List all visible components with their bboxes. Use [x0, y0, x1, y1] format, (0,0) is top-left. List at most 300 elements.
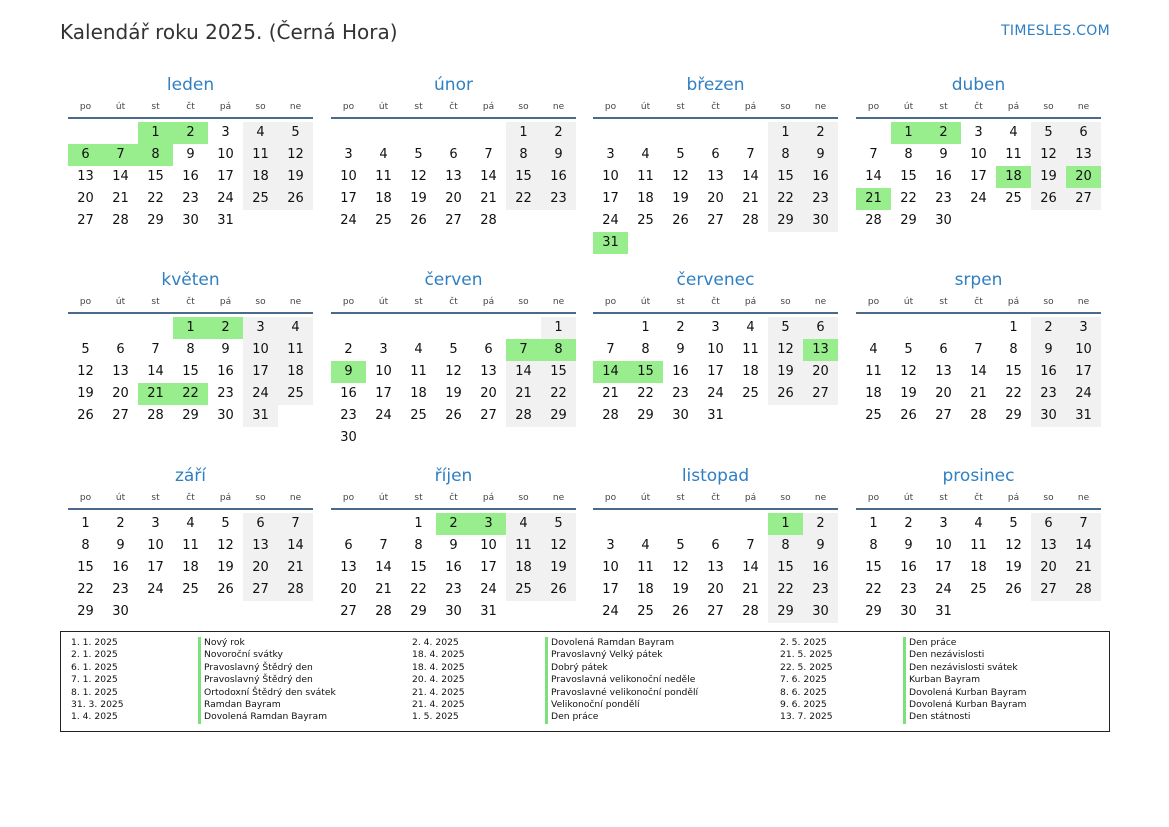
- day-cell: 8: [768, 535, 803, 557]
- day-cell: 11: [637, 560, 654, 575]
- legend-date: 21. 5. 2025: [780, 649, 833, 661]
- day-cell: 25: [243, 188, 278, 210]
- legend-holiday-name: Dovolená Ramdan Bayram: [198, 711, 336, 723]
- day-cell: 23: [1031, 383, 1066, 405]
- day-cell: 5: [414, 147, 423, 162]
- weekday-label: po: [342, 493, 355, 503]
- weekday-label: po: [79, 493, 92, 503]
- day-cell: 13: [1066, 144, 1101, 166]
- month-name: leden: [166, 75, 215, 95]
- day-cell: 19: [1005, 560, 1022, 575]
- empty-cell: [366, 317, 401, 339]
- day-cell: 30: [340, 430, 357, 445]
- day-cell: 26: [1005, 582, 1022, 597]
- day-cell: 19: [768, 361, 803, 383]
- weekday-label: ne: [289, 493, 302, 503]
- day-cell: 11: [742, 342, 759, 357]
- day-cell: 21: [602, 386, 619, 401]
- day-cell: 20: [707, 582, 724, 597]
- day-cell: 25: [506, 579, 541, 601]
- legend-date: 2. 5. 2025: [780, 637, 827, 648]
- legend-date: 21. 4. 2025: [412, 686, 465, 698]
- day-cell: 18: [996, 166, 1031, 188]
- empty-cell: [733, 122, 768, 144]
- day-cell: 12: [672, 169, 689, 184]
- day-cell: 24: [970, 191, 987, 206]
- empty-cell: [856, 317, 891, 339]
- day-cell: 28: [970, 408, 987, 423]
- day-cell: 28: [480, 213, 497, 228]
- weekday-label: po: [79, 102, 92, 112]
- weekday-label: út: [378, 493, 389, 503]
- day-cell: 23: [445, 582, 462, 597]
- day-cell: 24: [243, 383, 278, 405]
- weekday-label: so: [518, 297, 529, 307]
- day-cell: 22: [900, 191, 917, 206]
- day-cell: 29: [637, 408, 654, 423]
- day-cell: 4: [974, 516, 983, 531]
- weekday-label: ne: [814, 297, 827, 307]
- weekday-label: st: [676, 493, 685, 503]
- day-cell: 19: [672, 582, 689, 597]
- weekday-label: út: [903, 493, 914, 503]
- weekday-label: út: [903, 297, 914, 307]
- day-cell: 6: [939, 342, 948, 357]
- day-cell: 28: [1066, 579, 1101, 601]
- weekday-label: ne: [1077, 297, 1090, 307]
- day-cell: 22: [506, 188, 541, 210]
- day-cell: 20: [445, 191, 462, 206]
- day-cell: 3: [606, 147, 615, 162]
- weekday-label: st: [939, 297, 948, 307]
- day-cell: 28: [147, 408, 164, 423]
- legend-holiday-name: Pravoslavný Velký pátek: [545, 649, 698, 661]
- weekday-label: út: [378, 297, 389, 307]
- day-cell: 3: [379, 342, 388, 357]
- day-cell: 29: [541, 405, 576, 427]
- legend-date: 13. 7. 2025: [780, 711, 833, 723]
- day-cell: 23: [541, 188, 576, 210]
- day-cell: 30: [672, 408, 689, 423]
- month-name: říjen: [434, 466, 473, 486]
- day-cell: 22: [768, 188, 803, 210]
- weekday-label: út: [903, 102, 914, 112]
- day-cell: 26: [410, 213, 427, 228]
- day-cell: 25: [182, 582, 199, 597]
- day-grid: [68, 317, 313, 427]
- day-cell: 27: [112, 408, 129, 423]
- day-cell: 17: [480, 560, 497, 575]
- day-cell: 5: [676, 147, 685, 162]
- day-cell: 25: [410, 408, 427, 423]
- day-cell: 1: [641, 320, 650, 335]
- day-cell: 28: [278, 579, 313, 601]
- empty-cell: [103, 317, 138, 339]
- weekday-header: [593, 491, 838, 510]
- day-cell: 29: [1005, 408, 1022, 423]
- day-cell: 9: [116, 538, 125, 553]
- day-cell: 9: [676, 342, 685, 357]
- day-cell: 16: [340, 386, 357, 401]
- day-grid: [331, 317, 576, 449]
- day-cell: 15: [182, 364, 199, 379]
- weekday-label: st: [676, 102, 685, 112]
- legend-holiday-name: Den nezávislosti svátek: [903, 662, 1026, 674]
- legend-date: 8. 6. 2025: [780, 686, 827, 698]
- day-cell: 2: [344, 342, 353, 357]
- day-cell: 15: [410, 560, 427, 575]
- day-grid: [856, 513, 1101, 623]
- day-cell: 28: [742, 213, 759, 228]
- legend-date-column: [412, 637, 465, 724]
- legend-holiday-name: Novoroční svátky: [198, 649, 336, 661]
- day-cell: 11: [243, 144, 278, 166]
- day-grid: [593, 317, 838, 427]
- day-cell: 19: [541, 557, 576, 579]
- day-cell: 3: [221, 125, 230, 140]
- month-leden: [68, 74, 313, 232]
- day-cell: 28: [865, 213, 882, 228]
- day-cell: 2: [541, 122, 576, 144]
- day-grid: [331, 122, 576, 232]
- legend-date: 7. 1. 2025: [71, 674, 118, 686]
- day-cell: 26: [1031, 188, 1066, 210]
- weekday-label: ne: [814, 102, 827, 112]
- day-cell: 1: [1009, 320, 1018, 335]
- day-cell: 1: [869, 516, 878, 531]
- day-cell: 21: [1066, 557, 1101, 579]
- weekday-label: po: [342, 102, 355, 112]
- day-cell: 16: [217, 364, 234, 379]
- day-cell: 12: [445, 364, 462, 379]
- legend-date: 1. 5. 2025: [412, 711, 459, 723]
- weekday-label: pá: [1007, 493, 1020, 503]
- day-cell: 4: [869, 342, 878, 357]
- day-cell: 21: [112, 191, 129, 206]
- day-cell: 7: [151, 342, 160, 357]
- weekday-label: čt: [186, 102, 195, 112]
- day-cell: 15: [147, 169, 164, 184]
- weekday-label: so: [255, 297, 266, 307]
- day-cell: 29: [768, 210, 803, 232]
- day-cell: 12: [77, 364, 94, 379]
- day-cell: 8: [506, 144, 541, 166]
- weekday-label: st: [414, 102, 423, 112]
- day-cell: 21: [480, 191, 497, 206]
- day-cell: 16: [541, 166, 576, 188]
- weekday-header: [856, 100, 1101, 119]
- day-cell: 9: [803, 144, 838, 166]
- day-cell: 24: [375, 408, 392, 423]
- weekday-label: čt: [711, 297, 720, 307]
- empty-cell: [926, 317, 961, 339]
- day-cell: 13: [340, 560, 357, 575]
- day-cell: 31: [217, 213, 234, 228]
- day-cell: 22: [77, 582, 94, 597]
- month-únor: [331, 74, 576, 232]
- day-cell: 26: [77, 408, 94, 423]
- day-cell: 4: [186, 516, 195, 531]
- weekday-label: ne: [552, 102, 565, 112]
- day-cell: 3: [344, 147, 353, 162]
- month-duben: [856, 74, 1101, 232]
- day-cell: 10: [243, 339, 278, 361]
- day-cell: 11: [182, 538, 199, 553]
- day-cell: 25: [1005, 191, 1022, 206]
- weekday-label: po: [604, 102, 617, 112]
- day-cell: 3: [151, 516, 160, 531]
- weekday-label: čt: [186, 297, 195, 307]
- day-cell: 30: [935, 213, 952, 228]
- empty-cell: [593, 513, 628, 535]
- day-cell: 14: [970, 364, 987, 379]
- weekday-label: po: [867, 297, 880, 307]
- day-cell: 9: [939, 147, 948, 162]
- day-cell: 13: [480, 364, 497, 379]
- month-name: květen: [161, 270, 220, 290]
- day-cell: 24: [217, 191, 234, 206]
- day-cell: 13: [1031, 535, 1066, 557]
- day-cell: 17: [375, 386, 392, 401]
- day-cell: 2: [676, 320, 685, 335]
- day-cell: 24: [480, 582, 497, 597]
- day-cell: 9: [904, 538, 913, 553]
- weekday-label: so: [1043, 102, 1054, 112]
- legend-holiday-name: Dobrý pátek: [545, 662, 698, 674]
- day-cell: 12: [410, 169, 427, 184]
- weekday-label: pá: [482, 297, 495, 307]
- day-cell: 29: [182, 408, 199, 423]
- legend-holiday-name: Dovolená Ramdan Bayram: [545, 637, 698, 649]
- day-cell: 15: [900, 169, 917, 184]
- month-říjen: [331, 465, 576, 623]
- day-cell: 17: [707, 364, 724, 379]
- day-cell: 20: [1031, 557, 1066, 579]
- weekday-label: čt: [974, 102, 983, 112]
- day-cell: 23: [803, 188, 838, 210]
- legend-name-column: [198, 637, 336, 724]
- day-cell: 26: [672, 604, 689, 619]
- weekday-label: po: [79, 297, 92, 307]
- legend-date: 18. 4. 2025: [412, 661, 465, 673]
- weekday-label: ne: [814, 493, 827, 503]
- day-cell: 16: [803, 166, 838, 188]
- day-cell: 10: [480, 538, 497, 553]
- day-cell: 17: [602, 582, 619, 597]
- weekday-label: po: [342, 297, 355, 307]
- day-cell: 2: [116, 516, 125, 531]
- month-březen: [593, 74, 838, 254]
- day-cell: 12: [217, 538, 234, 553]
- day-cell: 15: [541, 361, 576, 383]
- legend-holiday-name: Velikonoční pondělí: [545, 699, 698, 711]
- day-cell: 18: [506, 557, 541, 579]
- day-cell: 1: [414, 516, 423, 531]
- empty-cell: [628, 513, 663, 535]
- day-cell: 8: [414, 538, 423, 553]
- day-cell: 14: [112, 169, 129, 184]
- day-cell: 14: [742, 169, 759, 184]
- day-cell: 15: [506, 166, 541, 188]
- day-cell: 13: [803, 339, 838, 361]
- legend-name-column: [545, 637, 698, 724]
- day-cell: 7: [606, 342, 615, 357]
- day-cell: 9: [331, 361, 366, 383]
- day-cell: 6: [116, 342, 125, 357]
- day-cell: 26: [541, 579, 576, 601]
- day-cell: 1: [173, 317, 208, 339]
- brand-link[interactable]: TIMESLES.COM: [1001, 23, 1110, 39]
- legend-date: 22. 5. 2025: [780, 661, 833, 673]
- day-cell: 14: [742, 560, 759, 575]
- weekday-label: čt: [711, 102, 720, 112]
- day-grid: [68, 122, 313, 232]
- day-cell: 28: [742, 604, 759, 619]
- day-cell: 10: [707, 342, 724, 357]
- day-cell: 5: [81, 342, 90, 357]
- day-cell: 20: [77, 191, 94, 206]
- day-cell: 17: [1066, 361, 1101, 383]
- legend-date: 21. 4. 2025: [412, 698, 465, 710]
- day-cell: 4: [641, 538, 650, 553]
- legend-date: 1. 1. 2025: [71, 637, 118, 648]
- weekday-label: st: [151, 493, 160, 503]
- day-cell: 14: [480, 169, 497, 184]
- day-cell: 11: [506, 535, 541, 557]
- legend-date: 8. 1. 2025: [71, 686, 118, 698]
- month-červen: [331, 269, 576, 449]
- day-cell: 20: [707, 191, 724, 206]
- day-cell: 31: [707, 408, 724, 423]
- day-cell: 30: [900, 604, 917, 619]
- weekday-label: st: [151, 102, 160, 112]
- empty-cell: [506, 317, 541, 339]
- day-cell: 10: [375, 364, 392, 379]
- empty-cell: [331, 122, 366, 144]
- day-cell: 8: [186, 342, 195, 357]
- day-cell: 6: [1031, 513, 1066, 535]
- weekday-label: ne: [289, 102, 302, 112]
- day-cell: 29: [768, 601, 803, 623]
- day-cell: 8: [641, 342, 650, 357]
- day-cell: 12: [768, 339, 803, 361]
- day-cell: 10: [217, 147, 234, 162]
- day-cell: 4: [506, 513, 541, 535]
- day-cell: 11: [1005, 147, 1022, 162]
- legend-holiday-name: Den nezávislosti: [903, 649, 1026, 661]
- day-cell: 8: [869, 538, 878, 553]
- day-cell: 23: [340, 408, 357, 423]
- weekday-label: so: [780, 297, 791, 307]
- month-name: září: [174, 466, 207, 486]
- day-cell: 5: [278, 122, 313, 144]
- day-cell: 13: [707, 169, 724, 184]
- weekday-label: čt: [711, 493, 720, 503]
- day-cell: 20: [1066, 166, 1101, 188]
- day-cell: 2: [1031, 317, 1066, 339]
- day-cell: 4: [414, 342, 423, 357]
- empty-cell: [698, 513, 733, 535]
- weekday-label: čt: [449, 102, 458, 112]
- day-cell: 17: [935, 560, 952, 575]
- month-name: červenec: [676, 270, 755, 290]
- day-cell: 17: [602, 191, 619, 206]
- month-srpen: [856, 269, 1101, 427]
- day-cell: 27: [707, 213, 724, 228]
- day-cell: 15: [1005, 364, 1022, 379]
- day-cell: 31: [593, 232, 628, 254]
- day-cell: 6: [711, 538, 720, 553]
- day-cell: 16: [112, 560, 129, 575]
- day-cell: 20: [340, 582, 357, 597]
- day-cell: 13: [243, 535, 278, 557]
- day-grid: [593, 122, 838, 254]
- weekday-header: [68, 295, 313, 314]
- day-cell: 30: [1031, 405, 1066, 427]
- weekday-label: pá: [219, 102, 232, 112]
- day-cell: 21: [506, 383, 541, 405]
- empty-cell: [68, 122, 103, 144]
- day-cell: 5: [768, 317, 803, 339]
- weekday-label: út: [115, 102, 126, 112]
- weekday-label: so: [518, 102, 529, 112]
- day-cell: 26: [445, 408, 462, 423]
- day-cell: 25: [742, 386, 759, 401]
- month-září: [68, 465, 313, 623]
- empty-cell: [331, 317, 366, 339]
- empty-cell: [366, 513, 401, 535]
- day-cell: 17: [217, 169, 234, 184]
- day-cell: 10: [602, 169, 619, 184]
- month-name: srpen: [954, 270, 1003, 290]
- day-cell: 22: [768, 579, 803, 601]
- day-cell: 14: [278, 535, 313, 557]
- weekday-label: pá: [744, 493, 757, 503]
- day-cell: 3: [243, 317, 278, 339]
- day-cell: 29: [77, 604, 94, 619]
- weekday-header: [856, 491, 1101, 510]
- day-cell: 20: [935, 386, 952, 401]
- empty-cell: [471, 317, 506, 339]
- weekday-label: pá: [1007, 102, 1020, 112]
- day-cell: 12: [672, 560, 689, 575]
- day-cell: 24: [147, 582, 164, 597]
- day-cell: 2: [436, 513, 471, 535]
- day-cell: 10: [935, 538, 952, 553]
- day-cell: 10: [147, 538, 164, 553]
- legend-holiday-name: Ramdan Bayram: [198, 699, 336, 711]
- day-cell: 19: [278, 166, 313, 188]
- day-cell: 21: [742, 582, 759, 597]
- legend-holiday-name: Den práce: [545, 711, 698, 723]
- day-cell: 15: [768, 166, 803, 188]
- day-cell: 14: [506, 361, 541, 383]
- day-cell: 9: [803, 535, 838, 557]
- day-cell: 21: [278, 557, 313, 579]
- empty-cell: [366, 122, 401, 144]
- day-cell: 5: [221, 516, 230, 531]
- day-cell: 11: [410, 364, 427, 379]
- day-cell: 31: [480, 604, 497, 619]
- day-cell: 2: [803, 122, 838, 144]
- day-cell: 30: [445, 604, 462, 619]
- day-cell: 24: [602, 213, 619, 228]
- holiday-legend: [60, 631, 1110, 732]
- day-cell: 22: [541, 383, 576, 405]
- day-cell: 6: [344, 538, 353, 553]
- month-name: prosinec: [942, 466, 1015, 486]
- day-cell: 12: [541, 535, 576, 557]
